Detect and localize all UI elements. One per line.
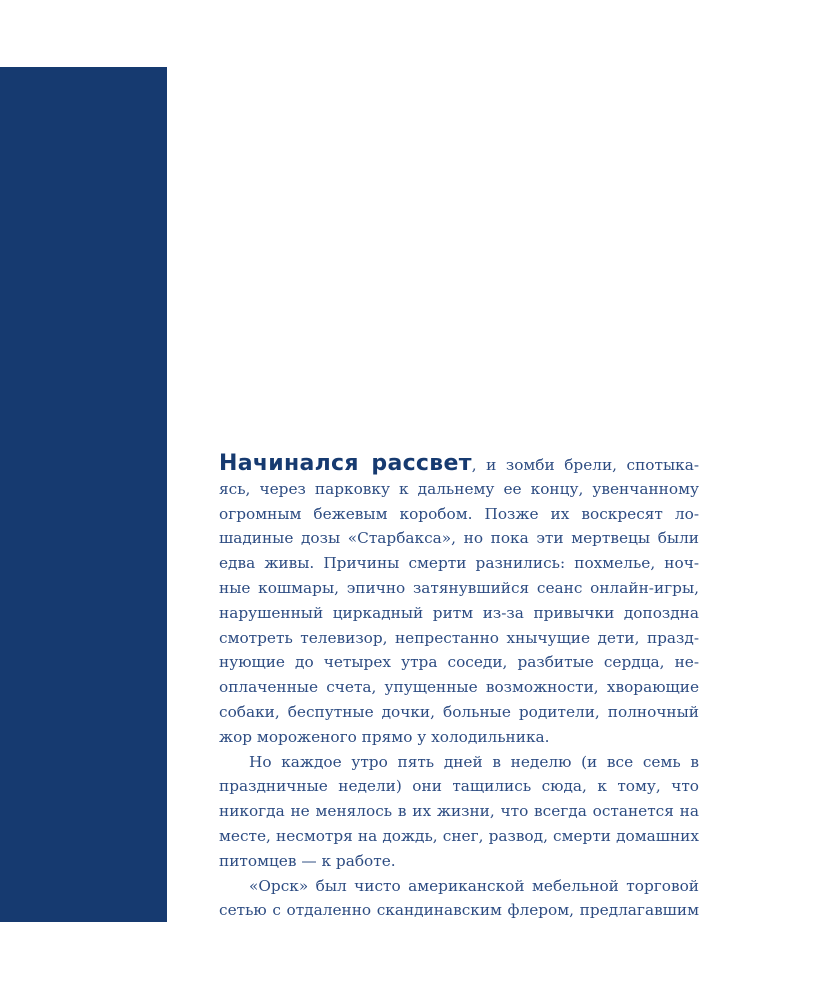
text-line: никогда не менялось в их жизни, что всегда останется на: [219, 802, 699, 821]
text-line: оплаченные счета, упущенные возможности, хворающие: [219, 678, 699, 697]
text-line: питомцев — к работе.: [219, 851, 396, 870]
text-line: сетью с отдаленно скандинавским флером, предлагавшим: [219, 901, 699, 920]
text-line: нарушенный циркадный ритм из-за привычки допоздна: [219, 603, 699, 622]
text-line: месте, несмотря на дождь, снег, развод, смерти домашних: [219, 826, 699, 845]
text-line: огромным бежевым коробом. Позже их воскресят ло-: [219, 504, 699, 523]
text-line: жор мороженого прямо у холодильника.: [219, 727, 550, 746]
text-line: «Орск» был чисто американской мебельной торговой: [249, 876, 699, 895]
body-text: [219, 452, 699, 923]
text-line: Но каждое утро пять дней в неделю (и все семь в: [249, 752, 699, 771]
decorative-color-bar: [0, 67, 167, 922]
text-line: нующие до четырех утра соседи, разбитые сердца, не-: [219, 653, 699, 672]
text-line: ясь, через парковку к дальнему ее концу, увенчанному: [219, 479, 699, 498]
text-line: [219, 452, 699, 477]
text-segment: , и зомби брели, спотыка-: [471, 456, 699, 474]
text-line: ные кошмары, эпично затянувшийся сеанс онлайн-игры,: [219, 578, 699, 597]
text-line: праздничные недели) они тащились сюда, к тому, что: [219, 777, 699, 796]
lead-in-heading: Начинался рассвет: [219, 451, 472, 476]
text-line: едва живы. Причины смерти разнились: похмелье, ноч-: [219, 554, 699, 573]
text-line: смотреть телевизор, непрестанно хнычущие дети, празд-: [219, 628, 699, 647]
text-line: шадиные дозы «Старбакса», но пока эти мертвецы были: [219, 529, 699, 548]
text-line: собаки, беспутные дочки, больные родители, полночный: [219, 702, 699, 721]
